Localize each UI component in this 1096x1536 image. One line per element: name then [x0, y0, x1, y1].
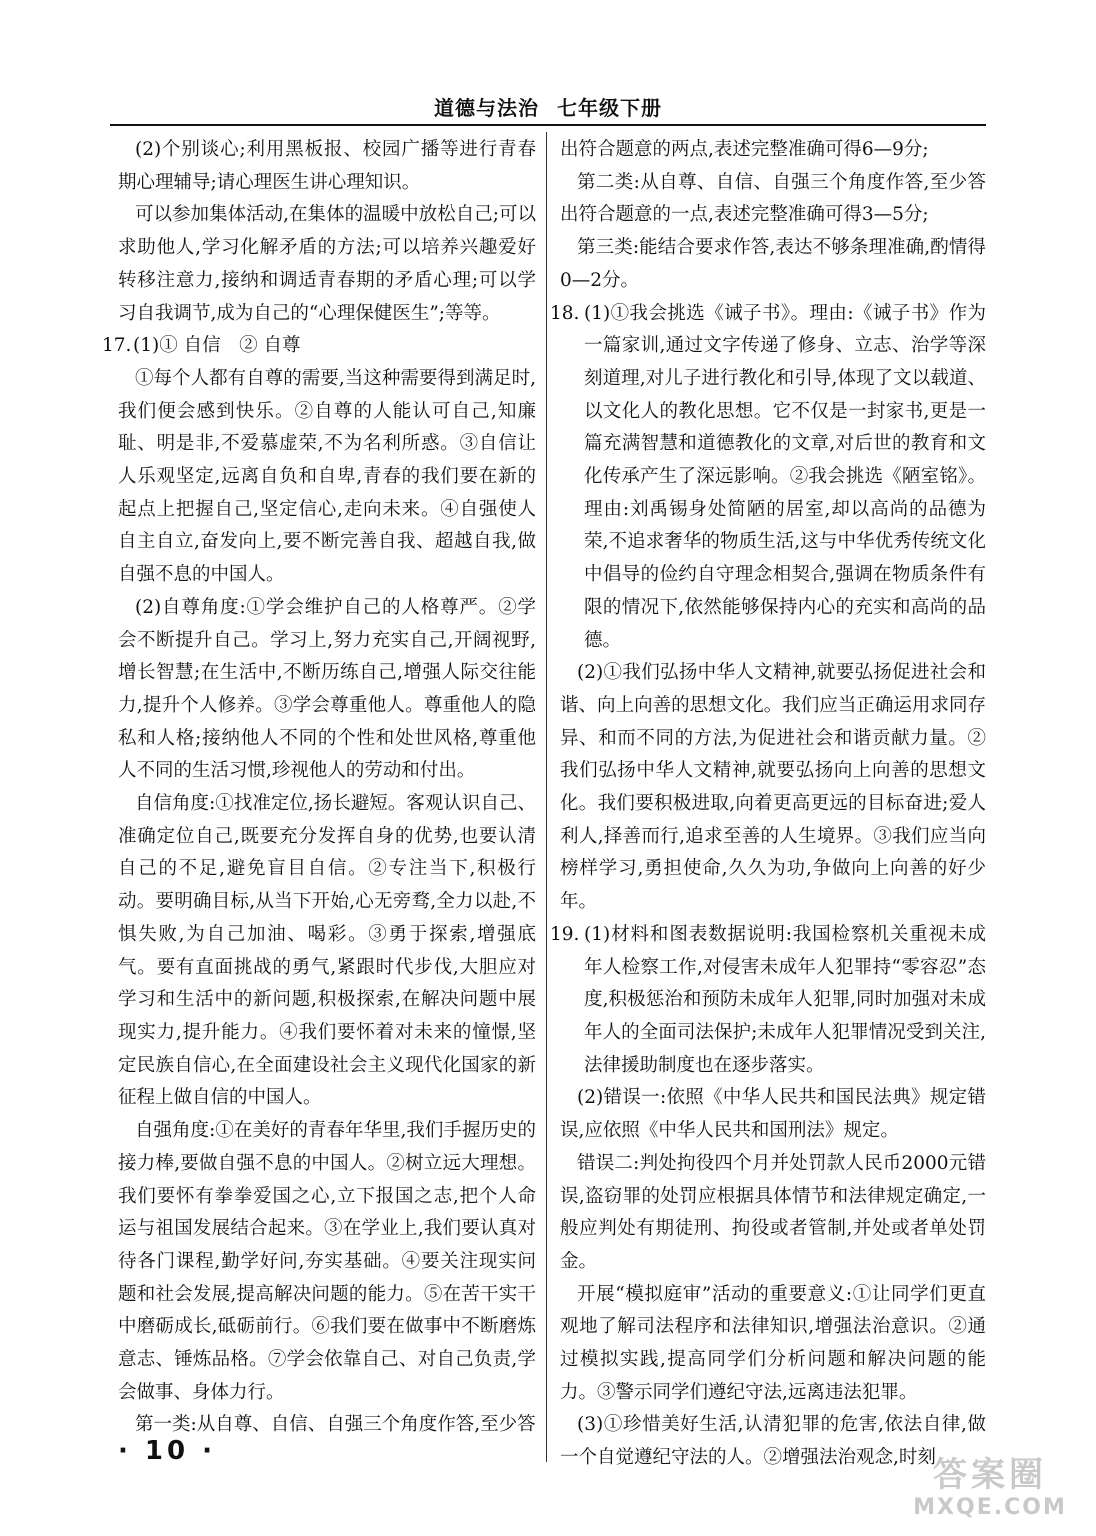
paragraph: (2)①我们弘扬中华人文精神,就要弘扬促进社会和谐、向上向善的思想文化。我们应当正确运用求同存异、和而不同的方法,为促进社会和谐贡献力量。②我们弘扬中华人文精神,就要弘扬向上向善的思想文化。我们要积极进取,向着更高更远的目标奋进;爱人利人,择善而行,追求至善的人生境界。③我们应当向榜样学习,勇担使命,久久为功,争做向上向善的好少年。	[560, 662, 986, 913]
paragraph: 自强角度:①在美好的青春年华里,我们手握历史的接力棒,要做自强不息的中国人。②树立远大理想。我们要怀有拳拳爱国之心,立下报国之志,把个人命运与祖国发展结合起来。③在学业上,我们要认真对待各门课程,勤学好问,夯实基础。④要关注现实问题和社会发展,提高解决问题的能力。⑤在苦干实干中磨砺成长,砥砺前行。⑥我们要在做事中不断磨炼意志、锤炼品格。⑦学会依靠自己、对自己负责,学会做事、身体力行。	[118, 1120, 536, 1403]
paragraph: (3)①珍惜美好生活,认清犯罪的危害,依法自律,做一个自觉遵纪守法的人。②增强法治观念,时刻	[560, 1414, 986, 1469]
answer-text: (1)材料和图表数据说明:我国检察机关重视未成年人检察工作,对侵害未成年人犯罪持“零容忍”态度,积极惩治和预防未成年人犯罪,同时加强对未成年人的全面司法保护;未成年人犯罪情况受到关注,法律援助制度也在逐步落实。	[584, 923, 986, 1076]
header-rule	[110, 124, 986, 126]
page-number: · 10 ·	[118, 1436, 217, 1466]
question-19	[550, 919, 986, 1083]
answer-line: (1)① 自信 ② 自尊	[133, 335, 301, 357]
paragraph: (2)自尊角度:①学会维护自己的人格尊严。②学会不断提升自己。学习上,努力充实自己,开阔视野,增长智慧;在生活中,不断历练自己,增强人际交往能力,提升个人修养。③学会尊重他人。尊重他人的隐私和人格;接纳他人不同的个性和处世风格,尊重他人不同的生活习惯,珍视他人的劳动和付出。	[118, 596, 536, 782]
paragraph: 开展“模拟庭审”活动的重要意义:①让同学们更直观地了解司法程序和法律知识,增强法治意识。②通过模拟实践,提高同学们分析问题和解决问题的能力。③警示同学们遵纪守法,远离违法犯罪。	[560, 1283, 986, 1403]
watermark	[910, 1455, 1070, 1525]
paragraph: ①每个人都有自尊的需要,当这种需要得到满足时,我们便会感到快乐。②自尊的人能认可自己,知廉耻、明是非,不爱慕虚荣,不为名利所惑。③自信让人乐观坚定,远离自负和自卑,青春的我们要在新的起点上把握自己,坚定信心,走向未来。④自强使人自主自立,奋发向上,要不断完善自我、超越自我,做自强不息的中国人。	[118, 367, 536, 586]
watermark-site: MXQE.COM	[913, 1495, 1067, 1520]
paragraph: 错误二:判处拘役四个月并处罚款人民币2000元错误,盗窃罪的处罚应根据具体情节和法律规定确定,一般应判处有期徒刑、拘役或者管制,并处或者单处罚金。	[560, 1152, 986, 1272]
question-number: 17.	[102, 335, 132, 357]
question-18	[550, 298, 986, 658]
paragraph: 出符合题意的两点,表述完整准确可得6—9分;	[560, 139, 929, 160]
right-column	[550, 134, 986, 1475]
question-17	[102, 330, 536, 363]
page-header	[110, 92, 986, 121]
watermark-logo: 答案圈	[933, 1455, 1047, 1495]
grade-title: 七年级下册	[557, 96, 662, 120]
paragraph: 第三类:能结合要求作答,表达不够条理准确,酌情得0—2分。	[560, 237, 986, 291]
paragraph: 第二类:从自尊、自信、自强三个角度作答,至少答出符合题意的一点,表述完整准确可得3—5分;	[560, 171, 986, 226]
paragraph: (2)错误一:依照《中华人民共和国民法典》规定错误,应依照《中华人民共和国刑法》规定。	[560, 1087, 986, 1142]
column-divider	[546, 132, 547, 1462]
question-number: 18.	[550, 302, 580, 324]
paragraph: 第一类:从自尊、自信、自强三个角度作答,至少答	[135, 1414, 536, 1436]
paragraph: (2)个别谈心;利用黑板报、校园广播等进行青春期心理辅导;请心理医生讲心理知识。	[118, 139, 536, 193]
answer-text: (1)①我会挑选《诫子书》。理由:《诫子书》作为一篇家训,通过文字传递了修身、立志、治学等深刻道理,对儿子进行教化和引导,体现了文以载道、以文化人的教化思想。它不仅是一封家书,更是一篇充满智慧和道德教化的文章,对后世的教育和文化传承产生了深远影响。②我会挑选《陋室铭》。理由:刘禹锡身处简陋的居室,却以高尚的品德为荣,不追求奢华的物质生活,这与中华优秀传统文化中倡导的俭约自守理念相契合,强调在物质条件有限的情况下,依然能够保持内心的充实和高尚的品德。	[584, 302, 986, 651]
left-column	[102, 134, 536, 1442]
subject-title: 道德与法治	[434, 96, 539, 120]
paragraph: 自信角度:①找准定位,扬长避短。客观认识自己、准确定位自己,既要充分发挥自身的优势,也要认清自己的不足,避免盲目自信。②专注当下,积极行动。要明确目标,从当下开始,心无旁骛,全力以赴,不惧失败,为自己加油、喝彩。③勇于探索,增强底气。要有直面挑战的勇气,紧跟时代步伐,大胆应对学习和生活中的新问题,积极探索,在解决问题中展现实力,提升能力。④我们要怀着对未来的憧憬,坚定民族自信心,在全面建设社会主义现代化国家的新征程上做自信的中国人。	[118, 793, 536, 1109]
paragraph: 可以参加集体活动,在集体的温暖中放松自己;可以求助他人,学习化解矛盾的方法;可以培养兴趣爱好转移注意力,接纳和调适青春期的矛盾心理;可以学习自我调节,成为自己的“心理保健医生”;等等。	[118, 204, 536, 324]
question-number: 19.	[550, 923, 580, 945]
